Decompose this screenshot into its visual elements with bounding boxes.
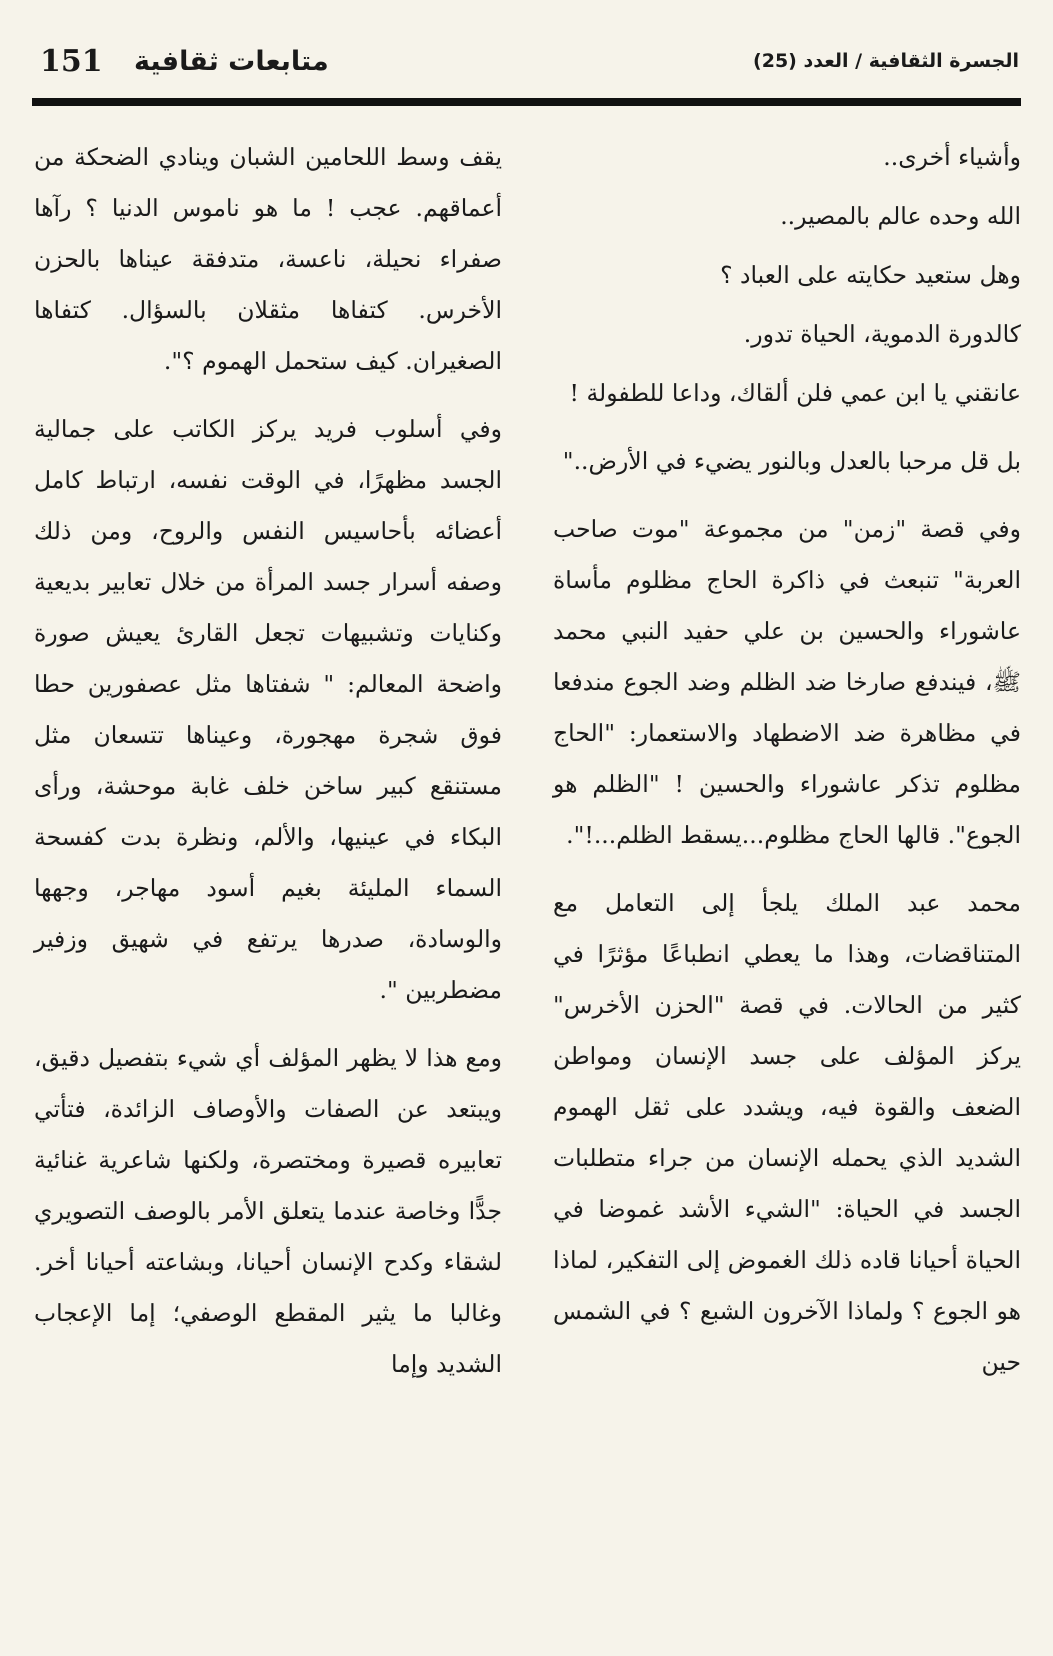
- journal-title: الجسرة الثقافية / العدد (25): [753, 50, 1019, 72]
- paragraph: محمد عبد الملك يلجأ إلى التعامل مع المتناقضات، وهذا ما يعطي انطباعًا مؤثرًا في كثير من الحالات. في قصة "الحزن الأخرس" يركز المؤلف على جسد الإنسان ومواطن الضعف والقوة فيه، ويشدد على ثقل الهموم الشديد الذي يحمله الإنسان من جراء متطلبات الجسد في الحياة: "الشيء الأشد غموضا في الحياة أحيانا قاده ذلك الغموض إلى التفكير، لماذا هو الجوع ؟ ولماذا الآخرون الشبع ؟ في الشمس حين: [553, 889, 1021, 1376]
- paragraph: وفي قصة "زمن" من مجموعة "موت صاحب العربة" تنبعث في ذاكرة الحاج مظلوم مأساة عاشوراء والحسين بن علي حفيد النبي محمد ﷺ، فيندفع صارخا ضد الظلم وضد الجوع مندفعا في مظاهرة ضد الاضطهاد والاستعمار: "الحاج مظلوم تذكر عاشوراء والحسين ! "الظلم هو الجوع". قالها الحاج مظلوم...يسقط الظلم...!".: [553, 515, 1021, 849]
- paragraph: ومع هذا لا يظهر المؤلف أي شيء بتفصيل دقيق، ويبتعد عن الصفات والأوصاف الزائدة، فتأتي تعابيره قصيرة ومختصرة، ولكنها شاعرية غنائية جدًّا وخاصة عندما يتعلق الأمر بالوصف التصويري لشقاء وكدح الإنسان أحيانا، وبشاعته أحيانا أخر. وغالبا ما يثير المقطع الوصفي؛ إما الإعجاب الشديد وإما: [34, 1044, 502, 1378]
- paragraph: يقف وسط اللحامين الشبان وينادي الضحكة من أعماقهم. عجب ! ما هو ناموس الدنيا ؟ رآها صفراء نحيلة، ناعسة، متدفقة عيناها بالحزن الأخرس. كتفاها مثقلان بالسؤال. كتفاها الصغيران. كيف ستحمل الهموم ؟".: [34, 143, 502, 375]
- paragraph: عانقني يا ابن عمي فلن ألقاك، وداعا للطفولة !: [569, 379, 1021, 407]
- left-column: [34, 132, 502, 1407]
- paragraph: وهل ستعيد حكايته على العباد ؟: [720, 261, 1021, 289]
- page-header: [34, 40, 1019, 90]
- paragraph: وأشياء أخرى..: [883, 143, 1021, 171]
- header-rule: [32, 98, 1021, 106]
- paragraph: الله وحده عالم بالمصير..: [780, 202, 1021, 230]
- paragraph: وفي أسلوب فريد يركز الكاتب على جمالية الجسد مظهرًا، في الوقت نفسه، ارتباط كامل أعضائه بأحاسيس النفس والروح، ومن ذلك وصفه أسرار جسد المرأة من خلال تعابير بديعية وكنايات وتشبيهات تجعل القارئ يعيش صورة واضحة المعالم: " شفتاها مثل عصفورين حطا فوق شجرة مهجورة، وعيناها تتسعان مثل مستنقع كبير ساخن خلف غابة موحشة، ورأى البكاء في عينيها، والألم، ونظرة بدت كفسحة السماء المليئة بغيم أسود مهاجر، وجهها والوسادة، صدرها يرتفع في شهيق وزفير مضطربين ".: [34, 415, 502, 1004]
- section-title: متابعات ثقافية: [134, 46, 329, 77]
- page-number: 151: [40, 44, 103, 79]
- paragraph: كالدورة الدموية، الحياة تدور.: [743, 320, 1021, 348]
- paragraph: بل قل مرحبا بالعدل وبالنور يضيء في الأرض..": [562, 447, 1021, 475]
- right-column: [553, 132, 1021, 1405]
